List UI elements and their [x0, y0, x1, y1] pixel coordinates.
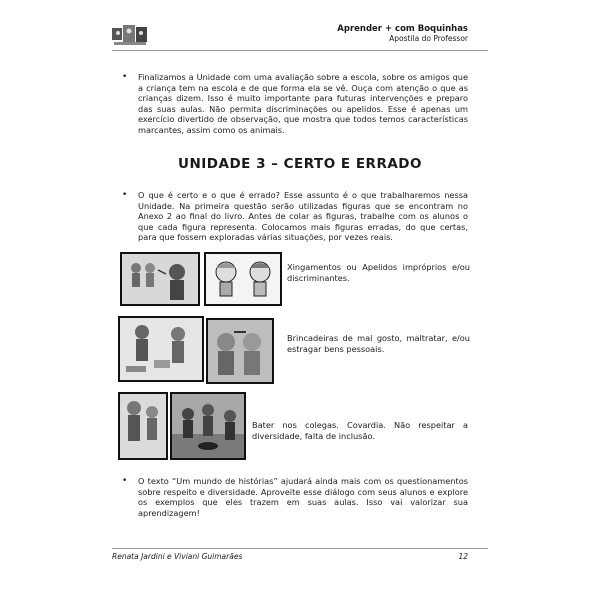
illustration-bad-jokes: [206, 318, 274, 384]
closing-paragraph: O texto “Um mundo de histórias” ajudará ainda mais com os questionamentos sobre respeito e diversidade. Aproveite esse diálogo com seus alunos e explore os exemplos que eles trazem em suas aulas. Isso vai valorizar sua aprendizagem!: [138, 476, 468, 518]
illustration-two-kids: [204, 252, 282, 306]
boquinhas-logo: [112, 24, 148, 46]
intro-paragraph: Finalizamos a Unidade com uma avaliação sobre a escola, sobre os amigos que a criança tem na escola e de que forma ela se vê. Ouça com atenção o que as crianças dizem. Isso é muito importante para futuras intervenções e preparo das suas aulas. Não permita discriminações ou apelidos. Esse é apenas um exercício divertido de observação, que mostra que todos temos características marcantes, assim como os animais.: [138, 72, 468, 135]
header-title: Aprender + com Boquinhas: [337, 24, 468, 34]
header-subtitle: Apostila do Professor: [389, 34, 468, 43]
footer-authors: Renata Jardini e Viviani Guimarães: [112, 552, 243, 561]
question-paragraph: O que é certo e o que é errado? Esse assunto é o que trabalharemos nessa Unidade. Na primeira questão serão utilizadas figuras que se encontram no Anexo 2 ao final do livro. Antes de colar as figuras, trabalhe com os alunos o que cada figura representa. Colocamos mais figuras erradas, do que certas, para que fossem exploradas várias situações, por vezes reais.: [138, 190, 468, 243]
illustration-bullying-scene: [170, 392, 246, 460]
caption-bad-jokes: Brincadeiras de mal gosto, maltratar, e/ou estragar bens pessoais.: [287, 333, 470, 354]
bullet-icon: •: [122, 190, 128, 200]
caption-name-calling: Xingamentos ou Apelidos impróprios e/ou discriminantes.: [287, 262, 470, 283]
footer-divider: [112, 548, 488, 549]
illustration-mistreating: [118, 316, 204, 382]
unit-heading: UNIDADE 3 – CERTO E ERRADO: [178, 156, 422, 172]
header-divider: [112, 50, 488, 51]
bullet-icon: •: [122, 476, 128, 486]
page-number: 12: [458, 552, 468, 561]
illustration-name-calling-group: [120, 252, 200, 306]
bullet-icon: •: [122, 72, 128, 82]
illustration-hitting-pair: [118, 392, 168, 460]
caption-hitting: Bater nos colegas. Covardia. Não respeitar a diversidade, falta de inclusão.: [252, 420, 468, 441]
